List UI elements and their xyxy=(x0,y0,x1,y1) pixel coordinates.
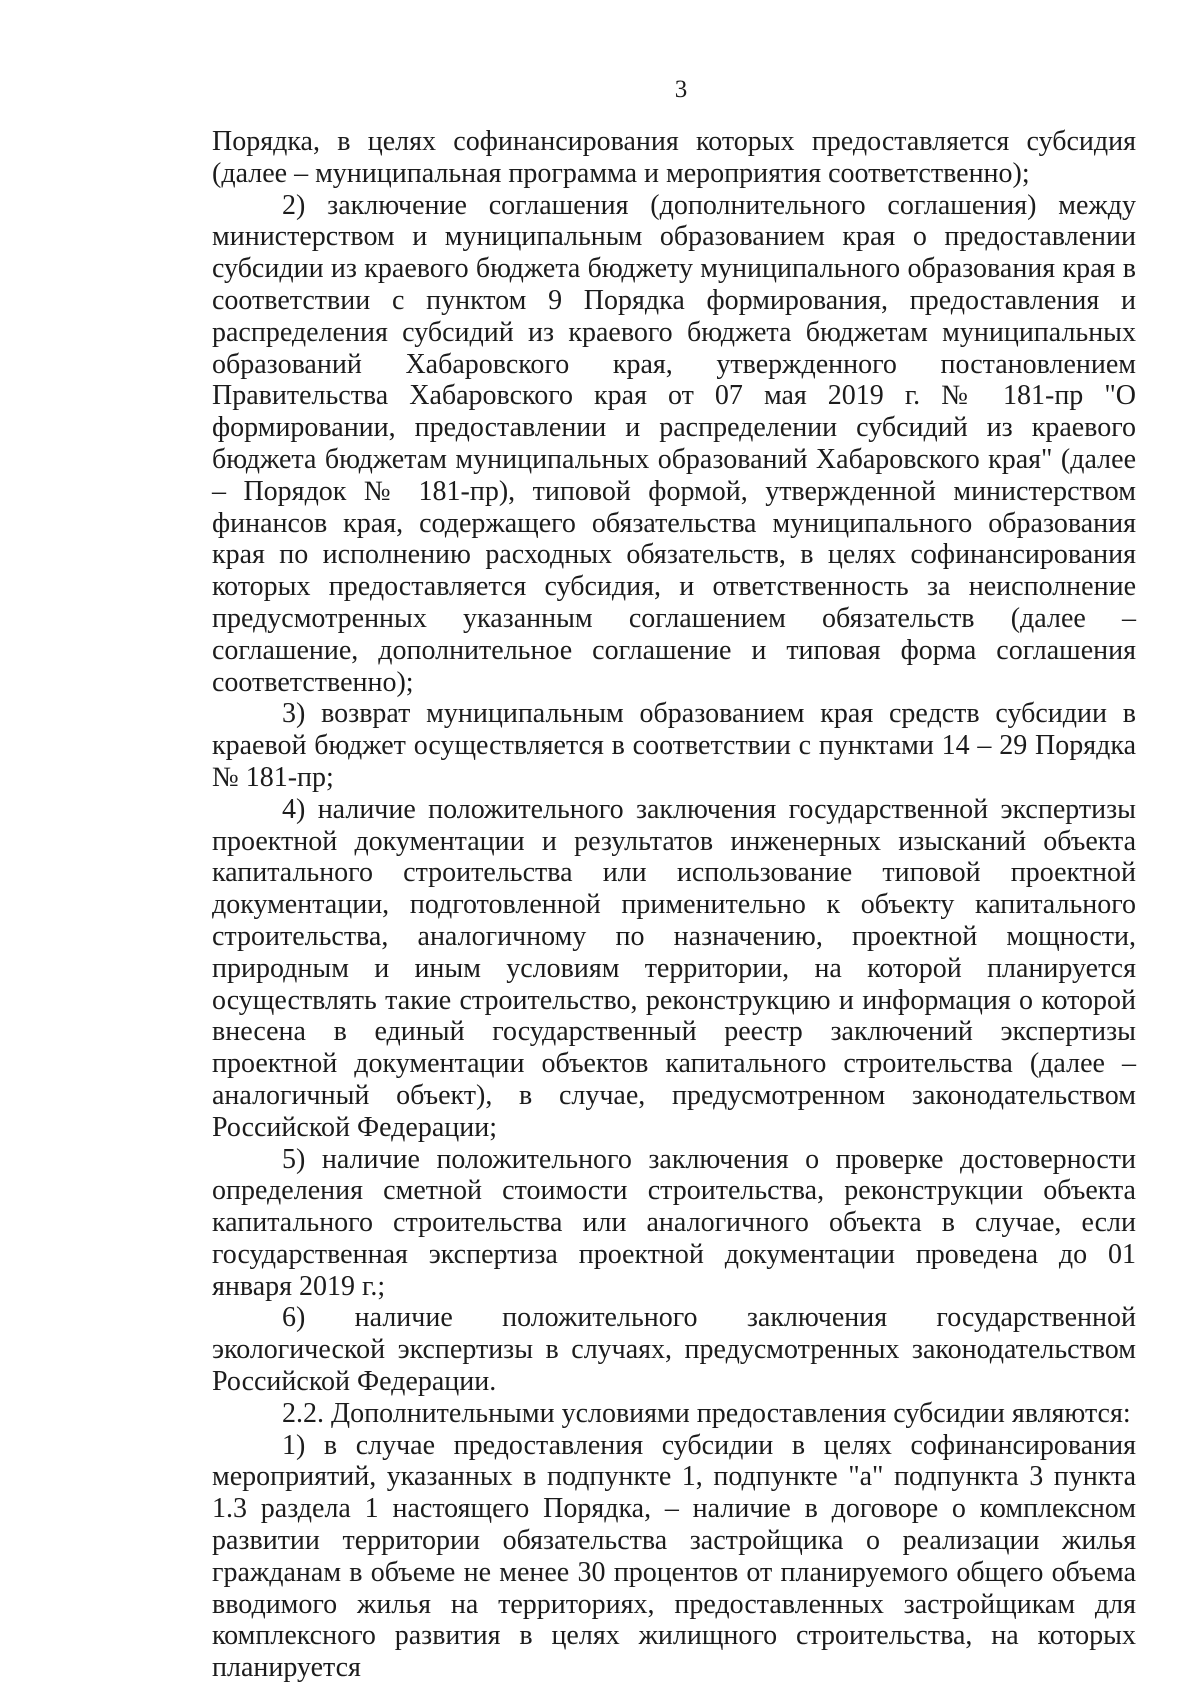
paragraph-item-6-ecology: 6) наличие положительного заключения государственной экологической экспертизы в случаях, предусмотренных законодательством Российской Федерации. xyxy=(212,1302,1136,1398)
paragraph-item-4-expertise: 4) наличие положительного заключения государственной экспертизы проектной документации и результатов инженерных изысканий объекта капитального строительства или использование типовой проектной документации, подготовленной применительно к объекту капитального строительства, аналогичному по назначению, проектной мощности, природным и иным условиям территории, на которой планируется осуществлять такие строительство, реконструкцию и информация о которой внесена в единый государственный реестр заключений экспертизы проектной документации объектов капитального строительства (далее – аналогичный объект), в случае, предусмотренном законодательством Российской Федерации; xyxy=(212,793,1136,1143)
document-body xyxy=(212,126,1136,1684)
paragraph-item-3-refund: 3) возврат муниципальным образованием края средств субсидии в краевой бюджет осуществляется в соответствии с пунктами 14 – 29 Порядка № 181-пр; xyxy=(212,698,1136,793)
paragraph-item-5-estimate: 5) наличие положительного заключения о проверке достоверности определения сметной стоимости строительства, реконструкции объекта капитального строительства или аналогичного объекта в случае, если государственная экспертиза проектной документации проведена до 01 января 2019 г.; xyxy=(212,1143,1136,1302)
paragraph-item-2-agreement: 2) заключение соглашения (дополнительного соглашения) между министерством и муниципальным образованием края о предоставлении субсидии из краевого бюджета бюджету муниципального образования края в соответствии с пунктом 9 Порядка формирования, предоставления и распределения субсидий из краевого бюджета бюджетам муниципальных образований Хабаровского края, утвержденного постановлением Правительства Хабаровского края от 07 мая 2019 г. № 181-пр "О формировании, предоставлении и распределении субсидий из краевого бюджета бюджетам муниципальных образований Хабаровского края" (далее – Порядок № 181-пр), типовой формой, утвержденной министерством финансов края, содержащего обязательства муниципального образования края по исполнению расходных обязательств, в целях софинансирования которых предоставляется субсидия, и ответственность за неисполнение предусмотренных указанным соглашением обязательств (далее – соглашение, дополнительное соглашение и типовая форма соглашения соответственно); xyxy=(212,189,1136,698)
paragraph-continuation: Порядка, в целях софинансирования которых предоставляется субсидия (далее – муниципальная программа и мероприятия соответственно); xyxy=(212,126,1136,189)
paragraph-section-2-2: 2.2. Дополнительными условиями предоставления субсидии являются: xyxy=(282,1397,1131,1429)
page-number: 3 xyxy=(674,76,688,103)
paragraph-section-2-2-item-1: 1) в случае предоставления субсидии в целях софинансирования мероприятий, указанных в подпункте 1, подпункте "а" подпункта 3 пункта 1.3 раздела 1 настоящего Порядка, – наличие в договоре о комплексном развитии территории обязательства застройщика о реализации жилья гражданам в объеме не менее 30 процентов от планируемого общего объема вводимого жилья на территориях, предоставленных застройщикам для комплексного развития в целях жилищного строительства, на которых планируется xyxy=(212,1429,1136,1684)
